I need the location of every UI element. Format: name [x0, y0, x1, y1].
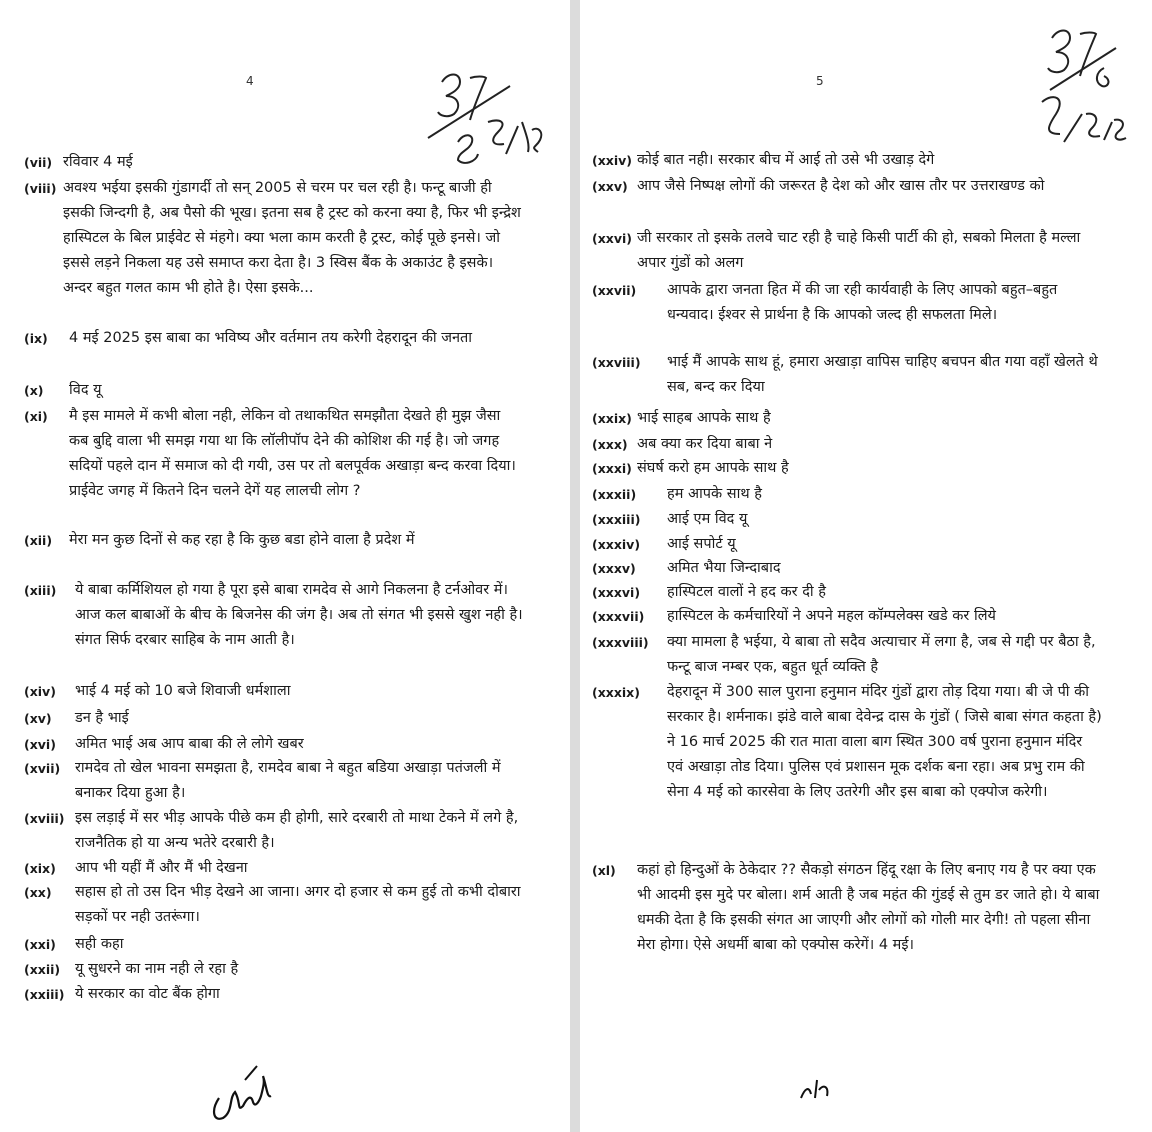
list-item: (xxi) सही कहा [24, 936, 124, 952]
list-item: (xxiv) कोई बात नही। सरकार बीच में आई तो उसे भी उखाड़ देगे [592, 152, 935, 168]
left-page [0, 0, 570, 1132]
list-item: (xxxiii) आई एम विद यू [592, 511, 748, 527]
list-item: (xiii) ये बाबा कर्मिशियल हो गया है पूरा इसे बाबा रामदेव से आगे निकलना है टर्नओवर में। आज कल बाबाओं के बीच के बिजनेस की जंग है। अब तो संगत भी इससे खुश नही है। संगत सिर्फ दरबार साहिब के नाम आती है। [24, 582, 523, 648]
list-item: (xxxv) अमित भैया जिन्दाबाद [592, 560, 781, 576]
list-item: (ix) 4 मई 2025 इस बाबा का भविष्य और वर्तमान तय करेगी देहरादून की जनता [24, 330, 473, 346]
list-item: (xxxvii) हास्पिटल के कर्मचारियों ने अपने महल कॉम्पलेक्स खडे कर लिये [592, 608, 996, 624]
list-item: (xix) आप भी यहीं मैं और मैं भी देखना [24, 860, 248, 876]
list-item: (xxvi) जी सरकार तो इसके तलवे चाट रही है चाहे किसी पार्टी की हो, सबको मिलता है मल्ला अपार गुंडों को अलग [592, 230, 1081, 271]
list-item: (xiv) भाई 4 मई को 10 बजे शिवाजी धर्मशाला [24, 683, 291, 699]
signature [795, 1068, 855, 1108]
list-item: (xii) मेरा मन कुछ दिनों से कह रहा है कि कुछ बडा होने वाला है प्रदेश में [24, 532, 415, 548]
list-item: (xvi) अमित भाई अब आप बाबा की ले लोगे खबर [24, 736, 304, 752]
list-item: (xi) मै इस मामले में कभी बोला नही, लेकिन वो तथाकथित समझौता देखते ही मुझ जैसा कब बुद्दि वाला भी समझ गया था कि लॉलीपॉप देने की कोशिश की गई है। जो जगह सदियों पहले दान में समाज को दी गयी, उस पर तो बलपूर्वक अखाड़ा बन्द करवा दिया। प्राईवेट जगह में कितने दिन चलने देगें यह लालची लोग ? [24, 408, 516, 499]
list-item: (xx) सहास हो तो उस दिन भीड़ देखने आ जाना। अगर दो हजार से कम हुई तो कभी दोबारा सड़कों पर नही उतरूंगा। [24, 884, 521, 925]
list-item: (xxxiv) आई सपोर्ट यू [592, 536, 736, 552]
list-item: (xl) कहां हो हिन्दुओं के ठेकेदार ?? सैकड़ो संगठन हिंदू रक्षा के लिए बनाए गय है पर क्या एक भी आदमी इस मुदे पर बोला। शर्म आती है जब महंत की गुंडई से तुम डर जाते हो। ये बाबा धमकी देता है कि इसकी संगत आ जाएगी और लोगों को गोली मार देगी! तो पहला सीना मेरा होगा। ऐसे अधर्मी बाबा को एक्पोस करेगें। 4 मई। [592, 862, 1100, 953]
list-item: (xxvii) आपके द्वारा जनता हित में की जा रही कार्यवाही के लिए आपको बहुत–बहुत धन्यवाद। ईश्वर से प्रार्थना है कि आपको जल्द ही सफलता मिले। [592, 282, 1058, 323]
signature [205, 1058, 285, 1128]
page-number: 4 [246, 74, 254, 88]
list-item: (xv) डन है भाई [24, 710, 129, 726]
list-item: (xviii) इस लड़ाई में सर भीड़ आपके पीछे कम ही होगी, सारे दरबारी तो माथा टेकने में लगे है, राजनैतिक हो या अन्य भतेरे दरबारी है। [24, 810, 519, 851]
list-item: (xxiii) ये सरकार का वोट बैंक होगा [24, 986, 220, 1002]
list-item: (vii) रविवार 4 मई [24, 154, 133, 170]
right-page [580, 0, 1152, 1132]
list-item: (xxix) भाई साहब आपके साथ है [592, 410, 771, 426]
list-item: (xxxii) हम आपके साथ है [592, 486, 762, 502]
list-item: (xvii) रामदेव तो खेल भावना समझता है, रामदेव बाबा ने बहुत बडिया अखाड़ा पतंजली में बनाकर दिया हुआ है। [24, 760, 501, 801]
list-item: (xxxix) देहरादून में 300 साल पुराना हनुमान मंदिर गुंडों द्वारा तोड़ दिया गया। बी जे पी की सरकार है। शर्मनाक। झंडे वाले बाबा देवेन्द्र दास के गुंडों ( जिसे बाबा संगत कहता है) ने 16 मार्च 2025 की रात माता वाला बाग स्थित 300 वर्ष पुराना हनुमान मंदिर एवं अखाड़ा तोड दिया। पुलिस एवं प्रशासन मूक दर्शक बना रहा। अब प्रभु राम की सेना 4 मई को कारसेवा के लिए उतरेगी और इस बाबा को एक्पोज करेगी। [592, 684, 1102, 800]
list-item: (xxii) यू सुधरने का नाम नही ले रहा है [24, 961, 239, 977]
list-item: (xxv) आप जैसे निष्पक्ष लोगों की जरूरत है देश को और खास तौर पर उत्तराखण्ड को [592, 178, 1045, 194]
list-item: (xxx) अब क्या कर दिया बाबा ने [592, 436, 773, 452]
list-item: (viii) अवश्य भईया इसकी गुंडागर्दी तो सन् 2005 से चरम पर चल रही है। फन्टू बाजी ही इसकी जिन्दगी है, अब पैसो की भूख। इतना सब है ट्रस्ट को करना क्या है, फिर भी इन्द्रेश हास्पिटल के बिल प्राईवेट से मंहगे। क्या भला काम करती है ट्रस्ट, कोई पूछे इनसे। जो इससे लड़ने निकला यह उसे समाप्त करा देता है। 3 स्विस बैंक के अकाउंट है इसके। अन्दर बहुत गलत काम भी होते है। ऐसा इसके... [24, 180, 521, 296]
list-item: (xxviii) भाई मैं आपके साथ हूं, हमारा अखाड़ा वापिस चाहिए बचपन बीत गया वहाँ खेलते थे सब, बन्द कर दिया [592, 354, 1098, 395]
list-item: (x) विद यू [24, 382, 102, 398]
list-item: (xxxi) संघर्ष करो हम आपके साथ है [592, 460, 789, 476]
list-item: (xxxvi) हास्पिटल वालों ने हद कर दी है [592, 584, 826, 600]
page-number: 5 [816, 74, 824, 88]
list-item: (xxxviii) क्या मामला है भईया, ये बाबा तो सदैव अत्याचार में लगा है, जब से गद्दी पर बैठा है, फन्टू बाज नम्बर एक, बहुत धूर्त व्यक्ति है [592, 634, 1096, 675]
